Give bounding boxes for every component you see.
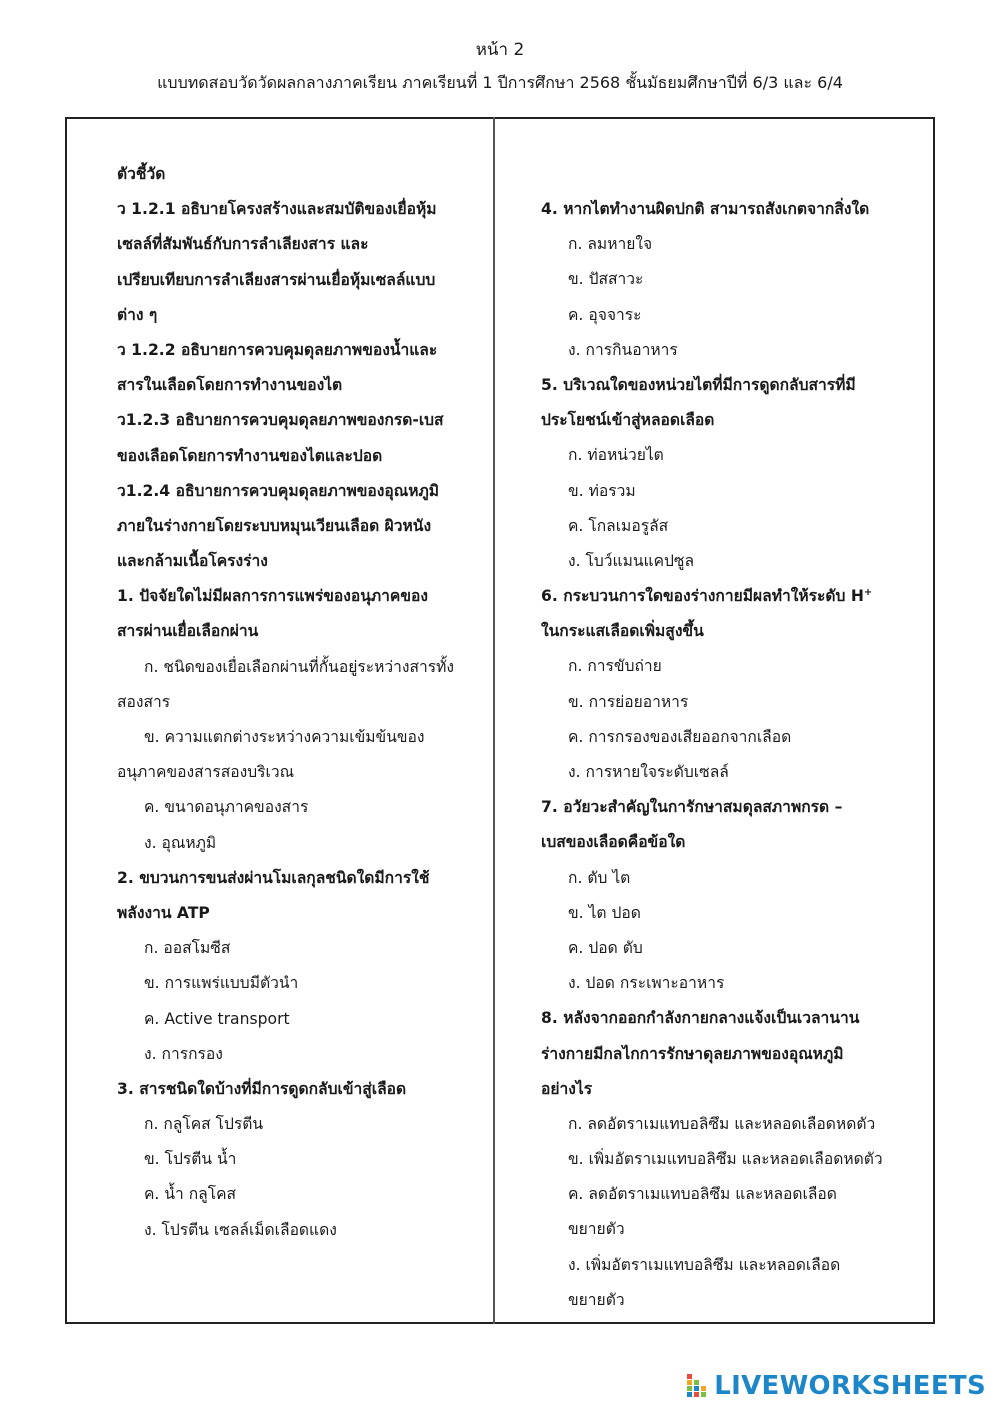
q8-option-c[interactable]: ค. ลดอัตราเมแทบอลิซึม และหลอดเลือด [568,1185,837,1204]
indicator-3-line: ว1.2.3 อธิบายการควบคุมดุลยภาพของกรด-เบส [117,411,444,430]
q2-option-a[interactable]: ก. ออสโมซีส [144,939,231,958]
q2-option-b[interactable]: ข. การแพร่แบบมีตัวนำ [144,974,299,993]
question-2-text: พลังงาน ATP [117,903,210,922]
q5-option-d[interactable]: ง. โบว์แมนแคปซูล [568,551,695,570]
q4-option-b[interactable]: ข. ปัสสาวะ [568,270,644,289]
question-8-text: อย่างไร [541,1079,593,1098]
question-7-text: 7. อวัยวะสำคัญในการักษาสมดุลสภาพกรด – [541,798,843,817]
q4-option-a[interactable]: ก. ลมหายใจ [568,235,653,254]
question-4-text: 4. หากไตทำงานผิดปกติ สามารถสังเกตจากสิ่งใด [541,200,870,218]
question-8-text: ร่างกายมีกลไกการรักษาดุลยภาพของอุณหภูมิ [541,1044,844,1063]
indicator-2-line: สารในเลือดโดยการทำงานของไต [117,376,343,395]
indicator-3-line: ของเลือดโดยการทำงานของไตและปอด [117,446,383,465]
liveworksheets-logo[interactable] [687,1370,986,1402]
q4-option-c[interactable]: ค. อุจจาระ [568,305,642,324]
liveworksheets-logo-text: LIVEWORKSHEETS [714,1371,986,1401]
question-3-text: 3. สารชนิดใดบ้างที่มีการดูดกลับเข้าสู่เลือด [117,1079,407,1098]
indicator-1-line: เปรียบเทียบการลำเลียงสารผ่านเยื่อหุ้มเซลล์แบบ [117,270,436,289]
q6-option-b[interactable]: ข. การย่อยอาหาร [568,692,689,711]
hydrogen-ion-superscript: + [863,586,873,598]
q8-option-b[interactable]: ข. เพิ่มอัตราเมแทบอลิซึม และหลอดเลือดหดตัว [568,1150,883,1169]
indicator-4-line: และกล้ามเนื้อโครงร่าง [117,552,268,571]
indicator-4-line: ว1.2.4 อธิบายการควบคุมดุลยภาพของอุณหภูมิ [117,481,440,500]
q8-option-a[interactable]: ก. ลดอัตราเมแทบอลิซึม และหลอดเลือดหดตัว [568,1114,876,1133]
q3-option-b[interactable]: ข. โปรตีน น้ำ [144,1150,237,1169]
indicators-heading: ตัวชี้วัด [117,165,166,183]
question-6-main: 6. กระบวนการใดของร่างกายมีผลทำให้ระดับ H [541,587,864,606]
q8-option-d-cont[interactable]: ขยายตัว [568,1290,625,1309]
q8-option-c-cont[interactable]: ขยายตัว [568,1220,625,1239]
q7-option-d[interactable]: ง. ปอด กระเพาะอาหาร [568,974,725,993]
q1-option-b[interactable]: ข. ความแตกต่างระหว่างความเข้มข้นของ [144,728,425,746]
question-6-text-line2: ในกระแสเลือดเพิ่มสูงขึ้น [541,622,704,641]
q5-option-c[interactable]: ค. โกลเมอรูลัส [568,516,669,535]
question-5-text: 5. บริเวณใดของหน่วยไตที่มีการดูดกลับสารที่มี [541,375,856,394]
q1-option-c[interactable]: ค. ขนาดอนุภาคของสาร [144,798,309,817]
question-8-text: 8. หลังจากออกกำลังกายกลางแจ้งเป็นเวลานาน [541,1009,860,1028]
q3-option-d[interactable]: ง. โปรตีน เซลล์เม็ดเลือดแดง [144,1220,337,1239]
column-divider [493,117,495,1324]
q2-option-d[interactable]: ง. การกรอง [144,1044,223,1063]
q6-option-d[interactable]: ง. การหายใจระดับเซลล์ [568,763,729,781]
q6-option-c[interactable]: ค. การกรองของเสียออกจากเลือด [568,727,792,746]
liveworksheets-logo-icon [687,1374,709,1398]
exam-subtitle: แบบทดสอบวัดวัดผลกลางภาคเรียน ภาคเรียนที่ 1 ปีการศึกษา 2568 ชั้นมัธยมศึกษาปีที่ 6/3 และ 6/4 [157,73,843,92]
question-1-text: สารผ่านเยื่อเลือกผ่าน [117,622,259,641]
q7-option-b[interactable]: ข. ไต ปอด [568,903,641,922]
q3-option-c[interactable]: ค. น้ำ กลูโคส [144,1185,237,1204]
q4-option-d[interactable]: ง. การกินอาหาร [568,340,678,359]
right-column [541,192,926,1318]
q5-option-b[interactable]: ข. ท่อรวม [568,481,636,500]
question-5-text: ประโยชน์เข้าสู่หลอดเลือด [541,411,715,430]
indicator-2-line: ว 1.2.2 อธิบายการควบคุมดุลยภาพของน้ำและ [117,340,438,359]
q3-option-a[interactable]: ก. กลูโคส โปรตีน [144,1115,264,1134]
q8-option-d[interactable]: ง. เพิ่มอัตราเมแทบอลิซึม และหลอดเลือด [568,1255,841,1274]
page-number: หน้า 2 [475,40,525,60]
indicator-1-line: ว 1.2.1 อธิบายโครงสร้างและสมบัติของเยื่อหุ้ม [117,200,437,219]
question-1-text: 1. ปัจจัยใดไม่มีผลการการแพร่ของอนุภาคของ [117,587,428,606]
q7-option-a[interactable]: ก. ตับ ไต [568,868,631,887]
left-column [117,157,487,1248]
q1-option-b-cont[interactable]: อนุภาคของสารสองบริเวณ [117,763,295,782]
q6-option-a[interactable]: ก. การขับถ่าย [568,657,662,676]
indicator-1-line: เซลล์ที่สัมพันธ์กับการลำเลียงสาร และ [117,235,369,254]
q2-option-c[interactable]: ค. Active transport [144,1009,290,1028]
question-2-text: 2. ขบวนการขนส่งผ่านโมเลกุลชนิดใดมีการใช้ [117,868,430,887]
q5-option-a[interactable]: ก. ท่อหน่วยไต [568,446,664,465]
indicator-4-line: ภายในร่างกายโดยระบบหมุนเวียนเลือด ผิวหนัง [117,516,432,535]
indicator-1-line: ต่าง ๆ [117,305,158,324]
q1-option-a[interactable]: ก. ชนิดของเยื่อเลือกผ่านที่กั้นอยู่ระหว่างสารทั้ง [144,657,455,676]
q1-option-a-cont[interactable]: สองสาร [117,692,171,711]
question-6-text [541,579,926,614]
q1-option-d[interactable]: ง. อุณหภูมิ [144,833,217,852]
question-7-text: เบสของเลือดคือข้อใด [541,833,686,852]
q7-option-c[interactable]: ค. ปอด ตับ [568,938,643,957]
